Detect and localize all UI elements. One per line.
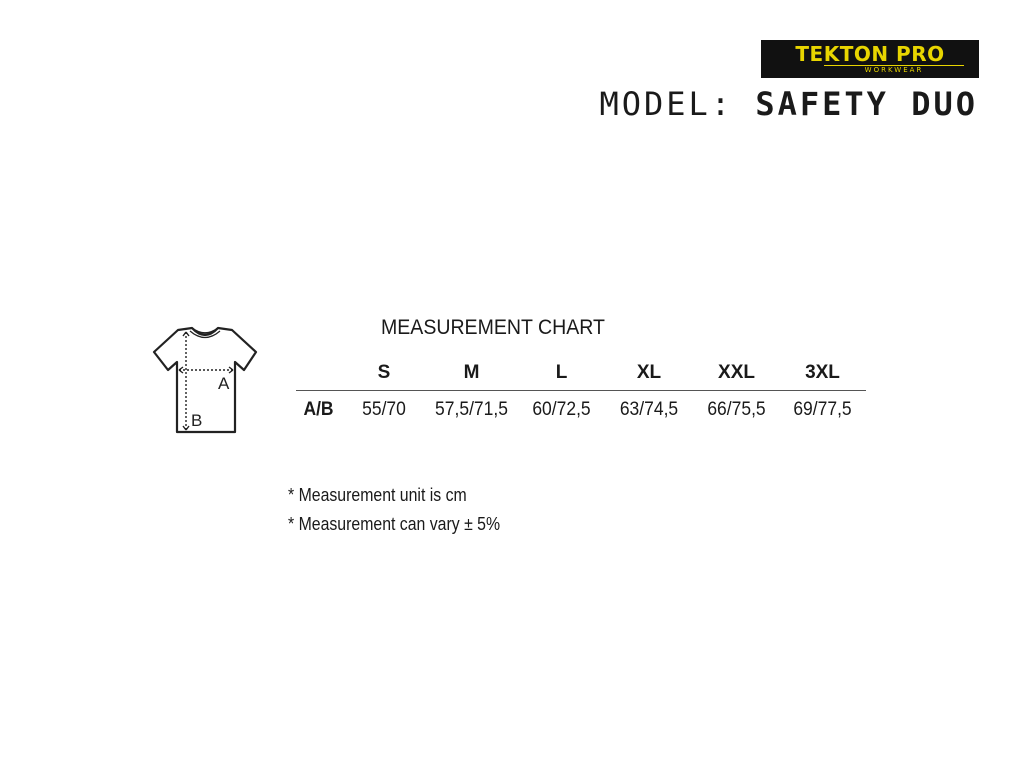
- size-header-row: [296, 356, 866, 391]
- measurement-value: 60/72,5: [532, 399, 591, 420]
- model-name: SAFETY DUO: [755, 85, 978, 123]
- size-header: XL: [636, 362, 662, 383]
- measurement-value: 69/77,5: [793, 399, 852, 420]
- size-header: L: [555, 362, 568, 383]
- measurement-value: 66/75,5: [707, 399, 766, 420]
- measurement-value: 63/74,5: [619, 399, 679, 420]
- logo-main-text: TEKTON PRO: [795, 42, 945, 66]
- label-a: A: [218, 374, 230, 393]
- size-header: 3XL: [805, 362, 840, 383]
- model-label: MODEL:: [599, 85, 734, 123]
- tshirt-icon: [150, 322, 258, 438]
- measurement-row: [296, 391, 866, 429]
- logo-sub-text: WORKWEAR: [824, 65, 964, 75]
- measurement-value: 57,5/71,5: [435, 399, 508, 420]
- chart-title: MEASUREMENT CHART: [381, 316, 605, 339]
- brand-logo: [761, 40, 979, 78]
- shirt-outline: [154, 328, 256, 432]
- measurement-value: 55/70: [362, 399, 406, 420]
- size-table: [296, 356, 866, 429]
- note-unit: * Measurement unit is cm: [288, 485, 467, 505]
- size-header: S: [377, 362, 391, 383]
- row-label: A/B: [303, 399, 334, 420]
- size-header: XXL: [718, 362, 755, 383]
- note-variance: * Measurement can vary ± 5%: [288, 514, 501, 534]
- label-b: B: [191, 411, 203, 430]
- size-header: M: [463, 362, 480, 383]
- notes: [288, 481, 529, 539]
- model-title: [599, 84, 978, 124]
